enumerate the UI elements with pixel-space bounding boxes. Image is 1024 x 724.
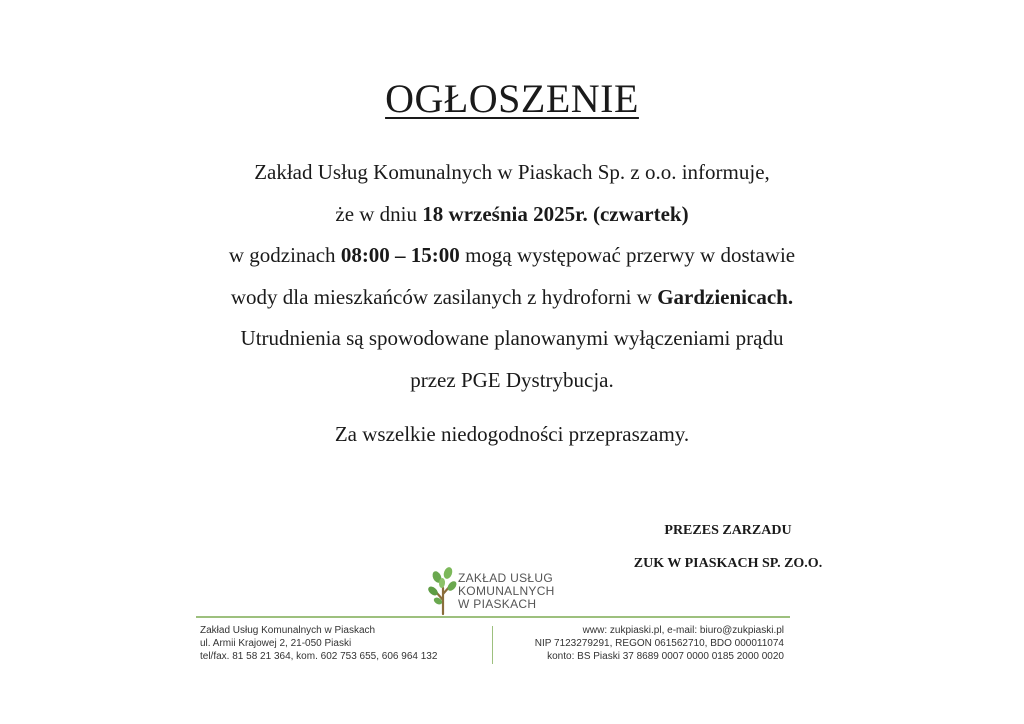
logo-line-1: ZAKŁAD USŁUG (458, 571, 553, 585)
logo-line-3: W PIASKACH (458, 597, 537, 611)
body-line-5 (0, 318, 1024, 360)
footer-company-name: Zakład Usług Komunalnych w Piaskach (200, 625, 376, 636)
footer-phones: tel/fax. 81 58 21 364, kom. 602 753 655, 606 964 132 (200, 651, 438, 662)
footer-column-divider (492, 626, 493, 664)
footer-contact (535, 624, 784, 663)
signature-role: PREZES ZARZADU (664, 523, 792, 538)
place-prefix-text: wody dla mieszkańców zasilanych z hydroforni w (230, 284, 658, 309)
announcement-body (0, 152, 1024, 401)
footer-web-email: www: zukpiaski.pl, e-mail: biuro@zukpiaski.pl (582, 625, 784, 636)
date-prefix-text: że w dniu (335, 201, 423, 226)
hours-suffix-text: mogą występować przerwy w dostawie (459, 243, 796, 267)
provider-text: przez PGE Dystrybucja. (410, 367, 614, 392)
tree-icon (428, 564, 458, 616)
company-info-text: Zakład Usług Komunalnych w Piaskach Sp. z o.o. informuje, (254, 160, 770, 184)
footer-street: ul. Armii Krajowej 2, 21-050 Piaski (200, 638, 352, 649)
hours-prefix-text: w godzinach (228, 243, 341, 267)
place-text: Gardzienicach. (657, 284, 794, 309)
footer-divider (196, 616, 790, 618)
body-line-4 (0, 277, 1024, 319)
company-logo (428, 564, 608, 616)
body-line-3 (0, 235, 1024, 277)
footer-address (200, 624, 437, 663)
signature-org: ZUK W PIASKACH SP. ZO.O. (633, 556, 823, 571)
date-text: 18 września 2025r. (czwartek) (422, 201, 689, 226)
signature-block (590, 514, 866, 580)
body-line-1 (0, 152, 1024, 194)
footer-bank-account: konto: BS Piaski 37 8689 0007 0000 0185 2000 0020 (547, 651, 784, 662)
body-line-6 (0, 360, 1024, 402)
logo-line-2: KOMUNALNYCH (458, 584, 555, 598)
page-title: OGŁOSZENIE (385, 76, 639, 121)
apology-text: Za wszelkie niedogodności przepraszamy. (334, 422, 690, 446)
reason-text: Utrudnienia są spowodowane planowanymi wyłączeniami prądu (240, 326, 784, 350)
hours-text: 08:00 – 15:00 (340, 243, 460, 267)
footer-tax-ids: NIP 7123279291, REGON 061562710, BDO 000011074 (534, 638, 784, 649)
body-line-2 (0, 194, 1024, 236)
logo-text (458, 572, 555, 611)
